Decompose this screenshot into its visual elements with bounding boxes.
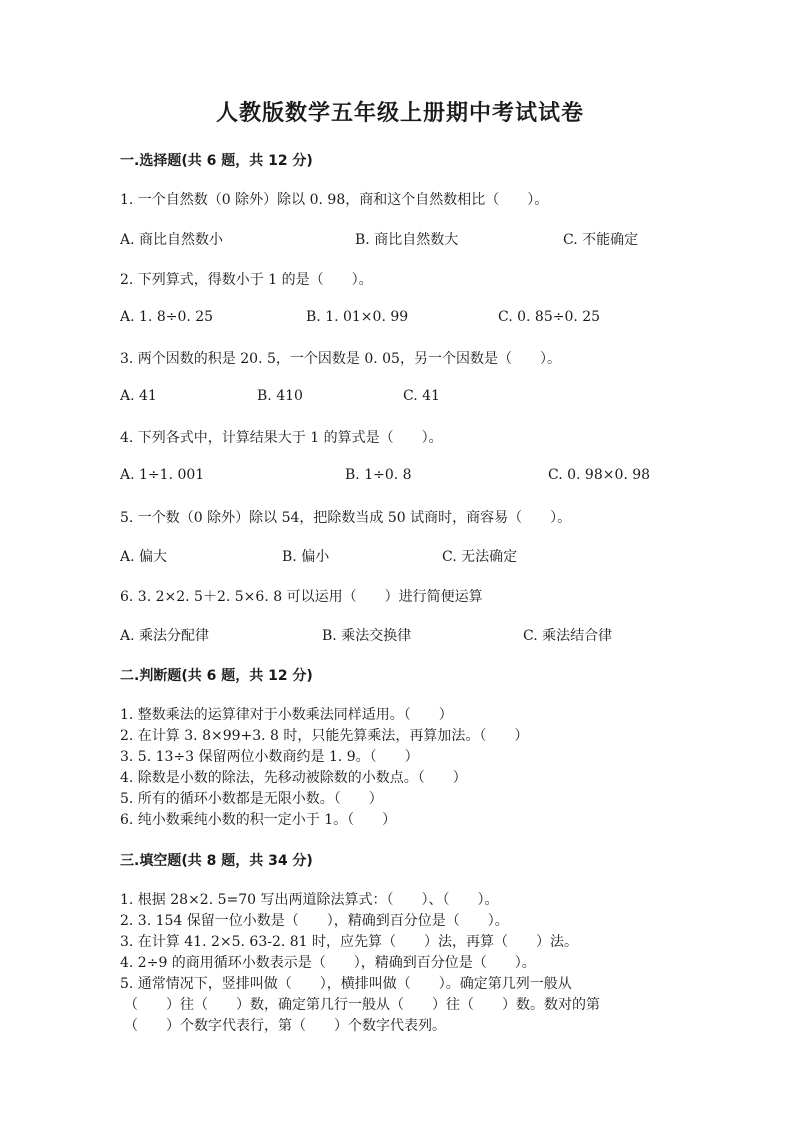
option-a: A. 1. 8÷0. 25 [120, 309, 214, 325]
option-b: B. 乘法交换律 [322, 628, 412, 644]
fill-blank-item: 2. 3. 154 保留一位小数是（ ），精确到百分位是（ ）。 [120, 913, 509, 929]
option-a: A. 乘法分配律 [120, 628, 210, 644]
fill-blank-item-continued: （ ）往（ ）数，确定第几行一般从（ ）往（ ）数。数对的第 [124, 997, 600, 1013]
option-c: C. 无法确定 [442, 549, 518, 565]
section-heading-fill-blank: 三.填空题(共 8 题，共 34 分) [120, 853, 313, 869]
fill-blank-item-continued: （ ）个数字代表行，第（ ）个数字代表列。 [124, 1018, 446, 1034]
option-b: B. 1÷0. 8 [345, 467, 412, 483]
judgement-item: 2. 在计算 3. 8×99+3. 8 时，只能先算乘法，再算加法。（ ） [120, 728, 529, 744]
question-text: 5. 一个数（0 除外）除以 54，把除数当成 50 试商时，商容易（ ）。 [120, 510, 572, 526]
option-a: A. 商比自然数小 [120, 232, 224, 248]
option-a: A. 偏大 [120, 549, 168, 565]
fill-blank-item: 5. 通常情况下，竖排叫做（ ），横排叫做（ ）。确定第几列一般从 [120, 976, 572, 992]
judgement-item: 1. 整数乘法的运算律对于小数乘法同样适用。（ ） [120, 707, 453, 723]
option-b: B. 偏小 [282, 549, 330, 565]
question-text: 1. 一个自然数（0 除外）除以 0. 98，商和这个自然数相比（ ）。 [120, 192, 549, 208]
judgement-item: 3. 5. 13÷3 保留两位小数商约是 1. 9。（ ） [120, 749, 419, 765]
option-b: B. 商比自然数大 [355, 232, 459, 248]
judgement-item: 4. 除数是小数的除法，先移动被除数的小数点。（ ） [120, 770, 467, 786]
option-b: B. 410 [257, 388, 303, 404]
question-text: 4. 下列各式中，计算结果大于 1 的算式是（ ）。 [120, 430, 443, 446]
judgement-item: 6. 纯小数乘纯小数的积一定小于 1。（ ） [120, 812, 397, 828]
judgement-item: 5. 所有的循环小数都是无限小数。（ ） [120, 791, 383, 807]
option-c: C. 0. 98×0. 98 [548, 467, 651, 483]
option-a: A. 41 [120, 388, 157, 404]
section-heading-judgement: 二.判断题(共 6 题，共 12 分) [120, 668, 313, 684]
fill-blank-item: 3. 在计算 41. 2×5. 63-2. 81 时，应先算（ ）法，再算（ ）法。 [120, 934, 579, 950]
option-a: A. 1÷1. 001 [120, 467, 205, 483]
fill-blank-item: 4. 2÷9 的商用循环小数表示是（ ），精确到百分位是（ ）。 [120, 955, 536, 971]
fill-blank-item: 1. 根据 28×2. 5=70 写出两道除法算式：（ ）、（ ）。 [120, 892, 499, 908]
option-c: C. 0. 85÷0. 25 [498, 309, 601, 325]
option-c: C. 乘法结合律 [523, 628, 613, 644]
page-title: 人教版数学五年级上册期中考试试卷 [215, 101, 584, 126]
question-text: 2. 下列算式，得数小于 1 的是（ ）。 [120, 272, 373, 288]
option-c: C. 不能确定 [563, 232, 639, 248]
section-heading-choice: 一.选择题(共 6 题，共 12 分) [120, 153, 313, 169]
question-text: 3. 两个因数的积是 20. 5，一个因数是 0. 05，另一个因数是（ ）。 [120, 351, 561, 367]
option-c: C. 41 [403, 388, 440, 404]
option-b: B. 1. 01×0. 99 [306, 309, 409, 325]
question-text: 6. 3. 2×2. 5＋2. 5×6. 8 可以运用（ ）进行简便运算 [120, 589, 483, 605]
